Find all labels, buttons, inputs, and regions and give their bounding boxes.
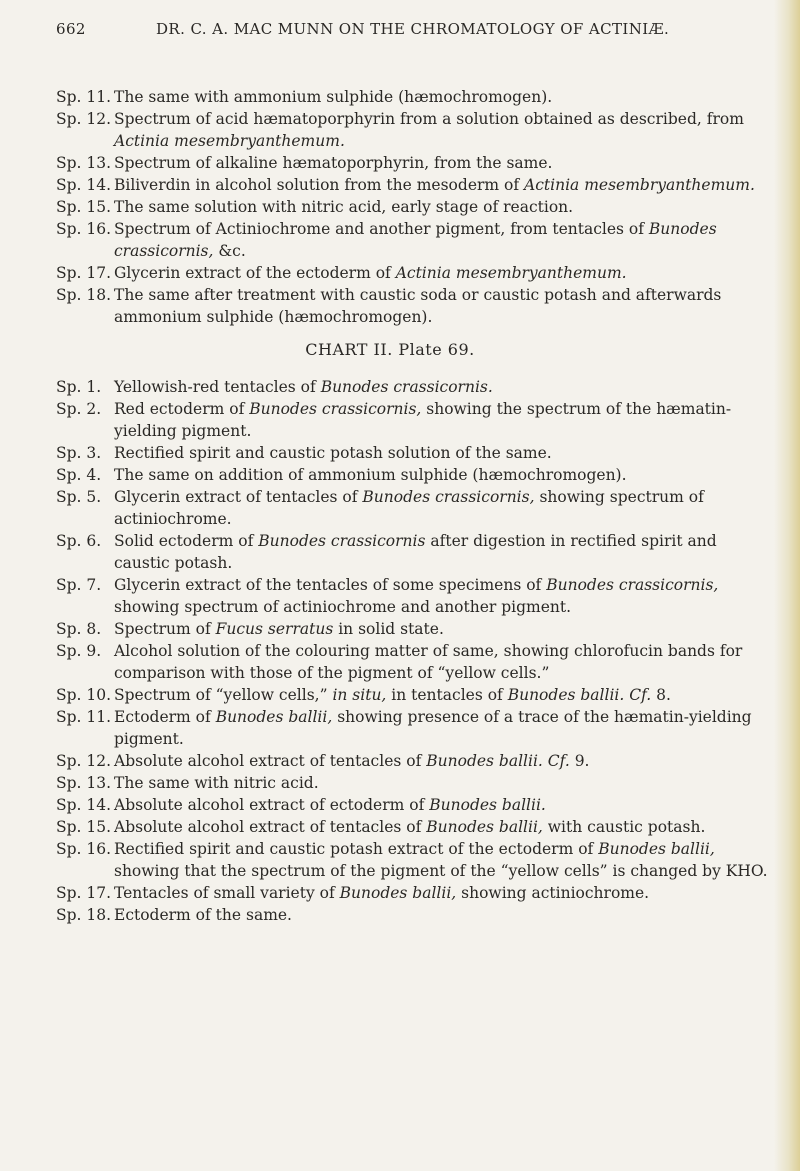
spectrum-label: Sp. 9. xyxy=(56,642,102,660)
spectrum-description xyxy=(114,218,768,262)
italic-taxon-text: Bunodes ballii, xyxy=(598,840,715,858)
spectrum-description xyxy=(114,838,768,882)
spectrum-label: Sp. 8. xyxy=(56,620,102,638)
spectrum-label: Sp. 1. xyxy=(56,378,102,396)
running-header xyxy=(56,20,756,42)
description-text: Tentacles of small variety of xyxy=(114,884,340,902)
spectrum-label: Sp. 11. xyxy=(56,708,112,726)
spectrum-label: Sp. 2. xyxy=(56,400,102,418)
chart-two-list xyxy=(56,376,768,926)
chart-one-continued-list xyxy=(56,86,768,328)
spectrum-description xyxy=(114,794,768,816)
spectrum-entry xyxy=(56,152,768,174)
spectrum-label: Sp. 15. xyxy=(56,198,112,216)
spectrum-description xyxy=(114,750,768,772)
spectrum-entry xyxy=(56,530,768,574)
italic-taxon-text: Bunodes ballii, xyxy=(215,708,333,726)
spectrum-description xyxy=(114,196,768,218)
spectrum-label: Sp. 18. xyxy=(56,906,112,924)
spectrum-entry xyxy=(56,196,768,218)
spectrum-description xyxy=(114,398,768,442)
spectrum-description xyxy=(114,882,768,904)
spectrum-label: Sp. 3. xyxy=(56,444,102,462)
description-text: showing actiniochrome. xyxy=(456,884,650,902)
description-text: Alcohol solution of the colouring matter of same, showing chlorofucin bands for comparison with those of the pigment of “yellow cells.” xyxy=(114,642,743,682)
italic-taxon-text: in situ, xyxy=(332,686,387,704)
description-text: Biliverdin in alcohol solution from the mesoderm of xyxy=(114,176,525,194)
italic-taxon-text: Cf. xyxy=(629,686,652,704)
spectrum-entry xyxy=(56,772,768,794)
spectrum-label: Sp. 15. xyxy=(56,818,112,836)
page-number: 662 xyxy=(56,20,86,38)
spectrum-description xyxy=(114,284,768,328)
description-text: Glycerin extract of tentacles of xyxy=(114,488,363,506)
italic-taxon-text: Bunodes crassicornis, xyxy=(114,220,717,260)
spectrum-label: Sp. 17. xyxy=(56,264,112,282)
italic-taxon-text: Bunodes ballii, xyxy=(339,884,457,902)
spectrum-label: Sp. 18. xyxy=(56,286,112,304)
description-text: The same solution with nitric acid, early stage of reaction. xyxy=(114,198,574,216)
spectrum-entry xyxy=(56,574,768,618)
description-text: &c. xyxy=(213,242,246,260)
spectrum-description xyxy=(114,530,768,574)
description-text: showing spectrum of actiniochrome. xyxy=(114,488,704,528)
spectrum-entry xyxy=(56,218,768,262)
spectrum-entry xyxy=(56,882,768,904)
spectrum-label: Sp. 14. xyxy=(56,796,112,814)
running-title: DR. C. A. MAC MUNN ON THE CHROMATOLOGY OF ACTINIÆ. xyxy=(156,20,670,38)
italic-taxon-text: Bunodes crassicornis. xyxy=(320,378,493,396)
italic-taxon-text: Bunodes ballii. xyxy=(507,686,625,704)
spectrum-label: Sp. 6. xyxy=(56,532,102,550)
italic-taxon-text: Cf. xyxy=(547,752,570,770)
spectrum-entry xyxy=(56,86,768,108)
description-text: Ectoderm of the same. xyxy=(114,906,292,924)
italic-taxon-text: Actinia mesembryanthemum. xyxy=(114,132,345,150)
italic-taxon-text: Bunodes ballii. xyxy=(426,752,543,770)
description-text: Yellowish-red tentacles of xyxy=(114,378,321,396)
page-edge-shading xyxy=(774,0,800,1171)
spectrum-description xyxy=(114,640,768,684)
spectrum-entry xyxy=(56,904,768,926)
italic-taxon-text: Bunodes crassicornis, xyxy=(362,488,535,506)
spectrum-label: Sp. 5. xyxy=(56,488,102,506)
description-text: The same with ammonium sulphide (hæmochromogen). xyxy=(114,88,553,106)
description-text: after digestion in rectified spirit and caustic potash. xyxy=(114,532,717,572)
spectrum-description xyxy=(114,706,768,750)
spectrum-entry xyxy=(56,640,768,684)
description-text: The same after treatment with caustic soda or caustic potash and afterwards ammonium sulphide (hæmochromogen). xyxy=(114,286,722,326)
spectrum-label: Sp. 10. xyxy=(56,686,112,704)
spectrum-description xyxy=(114,86,768,108)
spectrum-label: Sp. 11. xyxy=(56,88,112,106)
description-text: Rectified spirit and caustic potash extract of the ectoderm of xyxy=(114,840,599,858)
spectrum-label: Sp. 12. xyxy=(56,110,112,128)
description-text: Rectified spirit and caustic potash solution of the same. xyxy=(114,444,552,462)
spectrum-description xyxy=(114,574,768,618)
spectrum-description xyxy=(114,108,768,152)
spectrum-entry xyxy=(56,750,768,772)
spectrum-description xyxy=(114,486,768,530)
spectrum-label: Sp. 13. xyxy=(56,774,112,792)
spectrum-entry xyxy=(56,618,768,640)
spectrum-label: Sp. 7. xyxy=(56,576,102,594)
description-text: in solid state. xyxy=(333,620,444,638)
description-text: Solid ectoderm of xyxy=(114,532,259,550)
description-text: Spectrum of xyxy=(114,620,216,638)
spectrum-description xyxy=(114,904,768,926)
description-text: Absolute alcohol extract of tentacles of xyxy=(114,818,427,836)
spectrum-description xyxy=(114,376,768,398)
spectrum-entry xyxy=(56,398,768,442)
spectrum-label: Sp. 16. xyxy=(56,220,112,238)
description-text: Spectrum of acid hæmatoporphyrin from a solution obtained as described, from xyxy=(114,110,744,128)
spectrum-entry xyxy=(56,108,768,152)
description-text: showing the spectrum of the hæmatin-yielding pigment. xyxy=(114,400,732,440)
italic-taxon-text: Bunodes crassicornis, xyxy=(546,576,719,594)
italic-taxon-text: Fucus serratus xyxy=(215,620,334,638)
spectrum-label: Sp. 16. xyxy=(56,840,112,858)
spectrum-label: Sp. 14. xyxy=(56,176,112,194)
italic-taxon-text: Bunodes crassicornis xyxy=(258,532,426,550)
italic-taxon-text: Actinia mesembryanthemum. xyxy=(395,264,627,282)
description-text: The same on addition of ammonium sulphide (hæmochromogen). xyxy=(114,466,627,484)
spectrum-label: Sp. 4. xyxy=(56,466,102,484)
spectrum-description xyxy=(114,816,768,838)
description-text: Spectrum of “yellow cells,” xyxy=(114,686,333,704)
spectrum-label: Sp. 17. xyxy=(56,884,112,902)
description-text: The same with nitric acid. xyxy=(114,774,319,792)
spectrum-entry xyxy=(56,284,768,328)
spectrum-entry xyxy=(56,838,768,882)
description-text: in tentacles of xyxy=(386,686,508,704)
spectrum-description xyxy=(114,618,768,640)
italic-taxon-text: Bunodes ballii, xyxy=(426,818,543,836)
description-text: 8. xyxy=(651,686,671,704)
spectrum-description xyxy=(114,442,768,464)
spectrum-label: Sp. 12. xyxy=(56,752,112,770)
spectrum-entry xyxy=(56,486,768,530)
italic-taxon-text: Bunodes ballii. xyxy=(429,796,546,814)
description-text: with caustic potash. xyxy=(542,818,706,836)
spectrum-description xyxy=(114,464,768,486)
spectrum-entry xyxy=(56,816,768,838)
spectrum-description xyxy=(114,152,768,174)
spectrum-entry xyxy=(56,376,768,398)
spectrum-entry xyxy=(56,262,768,284)
description-text: showing spectrum of actiniochrome and another pigment. xyxy=(114,598,572,616)
italic-taxon-text: Bunodes crassicornis, xyxy=(249,400,422,418)
description-text: 9. xyxy=(569,752,590,770)
spectrum-entry xyxy=(56,464,768,486)
spectrum-description xyxy=(114,772,768,794)
description-text: Spectrum of Actiniochrome and another pigment, from tentacles of xyxy=(114,220,649,238)
spectrum-description xyxy=(114,174,768,196)
spectrum-entry xyxy=(56,794,768,816)
italic-taxon-text: Actinia mesembryanthemum. xyxy=(524,176,755,194)
chart-two-heading: CHART II. Plate 69. xyxy=(305,340,475,359)
spectrum-entry xyxy=(56,706,768,750)
description-text: showing that the spectrum of the pigment of the “yellow cells” is changed by KHO. xyxy=(114,862,768,880)
spectrum-entry xyxy=(56,684,768,706)
description-text: Red ectoderm of xyxy=(114,400,250,418)
description-text: showing presence of a trace of the hæmatin-yielding pigment. xyxy=(114,708,752,748)
description-text: Glycerin extract of the ectoderm of xyxy=(114,264,396,282)
spectrum-description xyxy=(114,262,768,284)
description-text: Ectoderm of xyxy=(114,708,216,726)
spectrum-description xyxy=(114,684,768,706)
description-text: Glycerin extract of the tentacles of some specimens of xyxy=(114,576,547,594)
description-text: Absolute alcohol extract of ectoderm of xyxy=(114,796,430,814)
spectrum-entry xyxy=(56,442,768,464)
description-text: Absolute alcohol extract of tentacles of xyxy=(114,752,427,770)
spectrum-label: Sp. 13. xyxy=(56,154,112,172)
spectrum-entry xyxy=(56,174,768,196)
description-text: Spectrum of alkaline hæmatoporphyrin, from the same. xyxy=(114,154,553,172)
